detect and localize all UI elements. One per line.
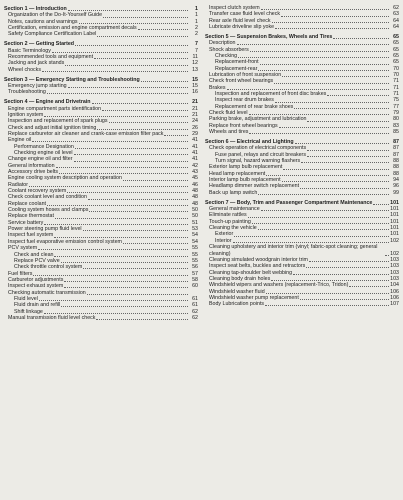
toc-entry-title: Check coolant level and condition — [8, 194, 87, 201]
leader-dots — [307, 150, 389, 151]
leader-dots — [54, 237, 188, 238]
leader-dots — [294, 108, 389, 109]
toc-entry-title: Service battery — [8, 219, 44, 226]
toc-page-number: 102 — [390, 250, 399, 257]
leader-dots — [52, 52, 188, 53]
leader-dots — [258, 70, 389, 71]
toc-entry-title: Inspection and replacement of spark plugs — [8, 118, 108, 125]
leader-dots — [123, 243, 188, 244]
toc-page-number: 94 — [393, 177, 399, 184]
toc-entry — [4, 67, 198, 73]
leader-dots — [44, 116, 188, 117]
leader-dots — [68, 87, 188, 88]
toc-page-number: 77 — [393, 103, 399, 110]
leader-dots — [67, 192, 188, 193]
leader-dots — [44, 313, 188, 314]
leader-dots — [164, 135, 188, 136]
leader-dots — [39, 300, 188, 301]
toc-entry-title: Fluid drain and refill — [14, 302, 61, 309]
leader-dots — [275, 28, 389, 29]
toc-page-number: 13 — [192, 66, 198, 73]
toc-entry-title: Windshield washer pump replacement — [209, 294, 299, 301]
toc-page-number: 16 — [192, 89, 198, 96]
leader-dots — [141, 81, 188, 82]
leader-dots — [233, 242, 390, 243]
toc-page-number: 80 — [393, 116, 399, 123]
toc-entry-title: Exterior lamp bulb replacement — [209, 164, 283, 171]
leader-dots — [373, 204, 389, 205]
leader-dots — [295, 143, 389, 144]
section-heading — [205, 199, 399, 206]
toc-entry-title: Brakes — [209, 84, 226, 91]
toc-page-number: 2 — [195, 31, 198, 38]
leader-dots — [252, 223, 389, 224]
leader-dots — [74, 161, 189, 162]
leader-dots — [75, 148, 188, 149]
leader-dots — [47, 93, 188, 94]
toc-page-number: 104 — [390, 282, 399, 289]
toc-entry-title: Fuse panel, relays and circuit breakers — [215, 151, 306, 158]
leader-dots — [109, 122, 188, 123]
section-heading — [4, 76, 198, 83]
leader-dots — [102, 110, 188, 111]
toc-entry-title: Organization of the Do-It-Yourself Guide — [8, 12, 103, 19]
toc-page-number: 88 — [393, 164, 399, 171]
leader-dots — [279, 127, 389, 128]
leader-dots — [260, 64, 389, 65]
toc-page-number: 43 — [192, 169, 198, 176]
toc-entry-title: Checking automatic transmission — [8, 289, 86, 296]
section-page-number: 21 — [192, 99, 198, 106]
leader-dots — [64, 281, 188, 282]
toc-page-number: 103 — [390, 256, 399, 263]
toc-entry-title: Check and clean — [14, 251, 54, 258]
toc-entry-title: Inspect fuel evaporative emission control system — [8, 238, 122, 245]
toc-page-number: 42 — [192, 162, 198, 169]
toc-entry-title: Transfer case fluid level check — [209, 11, 281, 18]
toc-page-number: 12 — [192, 60, 198, 67]
leader-dots — [38, 249, 188, 250]
toc-page-number: 55 — [192, 257, 198, 264]
toc-entry-title: Recommended tools and equipment — [8, 54, 94, 60]
toc-page-number: 87 — [393, 151, 399, 158]
toc-entry-title: Emergency jump starting — [8, 82, 67, 89]
leader-dots — [88, 199, 188, 200]
section-page-number: 7 — [195, 41, 198, 48]
section-heading-text: Section 7 — Body, Trim and Passenger Compartment Maintenance — [205, 199, 373, 206]
toc-entry-title: Description — [209, 40, 236, 47]
toc-entry-title: Inspect fuel system — [8, 232, 54, 239]
toc-entry-title: Interior — [215, 237, 232, 244]
leader-dots — [61, 262, 188, 263]
toc-entry-title: Headlamp dimmer switch replacement — [209, 183, 300, 190]
leader-dots — [44, 224, 188, 225]
toc-page-number: 55 — [192, 245, 198, 252]
leader-dots — [56, 167, 188, 168]
toc-page-number: 53 — [192, 226, 198, 233]
leader-dots — [61, 306, 188, 307]
leader-dots — [64, 287, 188, 288]
leader-dots — [293, 274, 389, 275]
leader-dots — [94, 58, 188, 59]
section-heading — [205, 138, 399, 145]
leader-dots — [248, 217, 389, 218]
toc-entry-title: Replace coolant — [8, 200, 46, 207]
toc-page-number: 61 — [192, 295, 198, 302]
toc-entry-title: Accessory drive belts — [8, 169, 59, 176]
leader-dots — [74, 154, 188, 155]
leader-dots — [271, 280, 389, 281]
toc-entry-title: Performance Designation — [14, 143, 74, 150]
toc-entry-title: Eliminate rattles — [209, 212, 247, 219]
toc-entry-title: Certification, emission and engine compartment decals — [8, 25, 137, 32]
toc-entry-title: Power steering pump fluid level — [8, 226, 82, 233]
toc-page-number: 50 — [192, 207, 198, 214]
toc-left-column — [4, 5, 198, 500]
leader-dots — [301, 162, 389, 163]
toc-page-number: 15 — [192, 82, 198, 89]
toc-page-number: 46 — [192, 181, 198, 188]
section-page-number: 87 — [393, 139, 399, 146]
leader-dots — [307, 121, 389, 122]
toc-entry-title: Replace front wheel bearings — [209, 122, 278, 129]
toc-page-number: 70 — [393, 72, 399, 79]
section-page-number: 1 — [195, 6, 198, 12]
section-heading-text: Section 1 — Introduction — [4, 6, 67, 12]
toc-entry-title: Carburetor adjustments — [8, 276, 64, 283]
toc-page-number: 65 — [393, 59, 399, 66]
toc-page-number: 2 — [195, 25, 198, 32]
toc-page-number: 61 — [192, 302, 198, 309]
toc-entry-title: Jacking and jack stands — [8, 60, 65, 67]
leader-dots — [306, 267, 389, 268]
toc-page-number: 41 — [192, 150, 198, 156]
toc-page-number: 75 — [393, 97, 399, 104]
toc-entry-title: Replacement-front — [215, 59, 259, 66]
toc-entry-title: Radiator — [8, 181, 29, 188]
toc-page-number: 7 — [195, 47, 198, 54]
toc-entry — [205, 129, 399, 135]
leader-dots — [250, 51, 389, 52]
leader-dots — [333, 38, 389, 39]
toc-entry-title: Rear axle fluid level check — [209, 17, 271, 24]
toc-page-number: 101 — [390, 212, 399, 219]
toc-entry — [4, 89, 198, 95]
toc-page-number: 41 — [192, 156, 198, 163]
leader-dots — [89, 211, 188, 212]
toc-entry-title: Manual transmission fluid level check — [8, 314, 96, 321]
toc-entry-title: Touch-up painting — [209, 218, 251, 225]
leader-dots — [283, 169, 389, 170]
leader-dots — [123, 180, 188, 181]
toc-page-number: 26 — [192, 124, 198, 131]
toc-page-number: 103 — [390, 263, 399, 270]
toc-entry-title: Basic Terminology — [8, 47, 51, 54]
leader-dots — [75, 45, 188, 46]
toc-page-number: 1 — [195, 18, 198, 25]
toc-page-number: 65 — [393, 40, 399, 47]
toc-entry-title: General information — [8, 162, 55, 169]
toc-page-number: 65 — [393, 46, 399, 53]
toc-entry-title: Cleaning tap-shoulder belt webbing — [209, 269, 293, 276]
section-heading-text: Section 4 — Engine and Drivetrain — [4, 99, 91, 106]
section-heading-text: Section 5 — Suspension Brakes, Wheels and Tires — [205, 33, 333, 40]
toc-page-number: 101 — [390, 218, 399, 225]
section-page-number: 15 — [192, 76, 198, 83]
leader-dots — [65, 65, 188, 66]
toc-page-number: 54 — [192, 232, 198, 239]
leader-dots — [29, 186, 188, 187]
toc-entry-title: Interior lamp bulb replacement — [209, 177, 281, 184]
toc-entry-title: Coolant recovery system — [8, 188, 67, 195]
leader-dots — [385, 255, 389, 256]
toc-entry — [4, 31, 198, 37]
toc-entry-title: Cleaning the vehicle — [209, 225, 257, 232]
toc-page-number: 21 — [192, 111, 198, 118]
toc-page-number: 51 — [192, 219, 198, 226]
leader-dots — [282, 76, 389, 77]
toc-entry — [205, 301, 399, 307]
leader-dots — [281, 16, 389, 17]
toc-entry-title: Parking brake, adjustment and lubrication — [209, 116, 307, 123]
toc-entry-title: Lubrication of front suspension — [209, 72, 282, 79]
toc-page-number: 24 — [192, 118, 198, 125]
toc-page-number: 71 — [393, 78, 399, 85]
leader-dots — [300, 188, 389, 189]
toc-entry-title: Check fluid level — [209, 110, 248, 117]
leader-dots — [275, 102, 389, 103]
toc-entry-title: Troubleshooting — [8, 89, 46, 96]
toc-page-number: 103 — [390, 275, 399, 282]
toc-entry-title: Body Lubrication points — [209, 301, 265, 308]
toc-entry-title: General maintenance — [209, 206, 260, 213]
toc-page-number: 103 — [390, 269, 399, 276]
toc-page-number: 45 — [192, 175, 198, 182]
leader-dots — [266, 293, 389, 294]
section-heading-text: Section 3 — Emergency Starting and Troubleshooting — [4, 76, 140, 83]
leader-dots — [32, 141, 188, 142]
toc-entry-title: Engine oil — [8, 137, 32, 144]
toc-entry-title: Cleaning simulated woodgrain interior trim — [209, 256, 308, 263]
toc-page-number: 11 — [192, 54, 198, 60]
toc-entry-title: Cooling system hoses and clamps — [8, 207, 89, 214]
leader-dots — [227, 89, 390, 90]
toc-page-number: 99 — [393, 189, 399, 196]
leader-dots — [282, 181, 389, 182]
toc-page-number: 1 — [195, 12, 198, 19]
section-heading-text: Section 6 — Electrical and Lighting — [205, 139, 294, 146]
toc-page-number: 70 — [393, 65, 399, 72]
toc-page-number: 55 — [192, 251, 198, 258]
toc-page-number: 64 — [393, 17, 399, 24]
toc-entry-title: Safety Compliance Certification Label — [8, 31, 97, 38]
toc-entry-title: Engine compartment parts identification — [8, 105, 102, 112]
toc-page-number: 48 — [192, 188, 198, 195]
leader-dots — [272, 22, 389, 23]
toc-entry-title: Replace carburetor air cleaner and crank-case emission filter pack — [8, 130, 164, 137]
section-heading — [4, 98, 198, 105]
toc-entry-title: Windshield wipers and washers (replacement-Trico, Tridon) — [209, 282, 349, 289]
section-heading — [4, 40, 198, 47]
toc-entry-title: Shift linkage — [14, 308, 43, 315]
leader-dots — [79, 23, 189, 24]
toc-entry — [205, 190, 399, 196]
leader-dots — [68, 10, 188, 11]
leader-dots — [258, 194, 389, 195]
toc-entry-title: Fluid level — [14, 295, 38, 302]
toc-entry-title: Check front wheel bearings — [209, 78, 274, 85]
toc-page-number: 62 — [393, 5, 399, 11]
toc-page-number: 87 — [393, 145, 399, 152]
leader-dots — [238, 57, 389, 58]
toc-page-number: 62 — [192, 314, 198, 321]
leader-dots — [265, 305, 389, 306]
toc-entry-title: Wheel chocks — [8, 66, 41, 73]
toc-page-number: 41 — [192, 137, 198, 144]
leader-dots — [103, 17, 188, 18]
toc-entry-title: Replacement of rear brake shoes — [215, 103, 294, 110]
toc-page-number: 102 — [390, 237, 399, 244]
toc-entry-title: Cleaning upholstery and interior trim (vinyl; fabric-spot cleaning; general cleaning) — [209, 244, 378, 257]
section-page-number: 101 — [390, 199, 399, 206]
toc-page-number: 54 — [192, 238, 198, 245]
leader-dots — [249, 114, 389, 115]
toc-page-number: 71 — [393, 91, 399, 98]
toc-entry-title: Check throttle control system — [14, 264, 83, 271]
toc-page-number: 21 — [192, 105, 198, 112]
toc-entry-title: Engine cooling system description and operation — [8, 175, 122, 182]
toc-page-number: 101 — [390, 206, 399, 213]
toc-entry-title: Head lamp replacement — [209, 170, 266, 177]
leader-dots — [87, 294, 188, 295]
leader-dots — [309, 261, 389, 262]
toc-entry-title: Notes, cautions and warnings — [8, 18, 78, 25]
toc-page-number: 64 — [393, 24, 399, 31]
leader-dots — [261, 9, 389, 10]
toc-entry-title: Replace thermostat — [8, 213, 54, 220]
toc-page-number: 29 — [192, 130, 198, 137]
leader-dots — [138, 29, 188, 30]
toc-entry-title: Check operation of electrical components — [209, 145, 307, 152]
toc-entry-title: Inspect rear drum brakes — [215, 97, 274, 104]
toc-page-number: 41 — [192, 143, 198, 150]
toc-page-number: 50 — [192, 213, 198, 220]
toc-page-number: 107 — [390, 301, 399, 308]
toc-entry-title: Shock absorbers — [209, 46, 249, 53]
toc-page-number: 88 — [393, 170, 399, 177]
toc-page-number: 106 — [390, 294, 399, 301]
leader-dots — [261, 210, 389, 211]
leader-dots — [33, 275, 188, 276]
toc-page-number: 101 — [390, 225, 399, 232]
leader-dots — [249, 133, 389, 134]
leader-dots — [97, 129, 188, 130]
leader-dots — [258, 229, 389, 230]
leader-dots — [92, 103, 188, 104]
toc-page-number: 60 — [192, 283, 198, 290]
toc-page-number: 65 — [393, 53, 399, 59]
leader-dots — [307, 156, 389, 157]
section-heading — [205, 33, 399, 40]
toc-page-number: 88 — [393, 158, 399, 165]
toc-page-number: 79 — [393, 110, 399, 117]
toc-entry-title: Inspect exhaust system — [8, 283, 64, 290]
toc-entry — [205, 24, 399, 30]
toc-entry-title: Change engine oil and filter — [8, 156, 73, 163]
toc-entry-title: Back up lamp switch — [209, 189, 258, 196]
leader-dots — [300, 299, 389, 300]
toc-entry-title: Checking — [215, 53, 238, 59]
leader-dots — [349, 286, 389, 287]
toc-entry-title: Wheels and tires — [209, 129, 249, 136]
toc-page-number: 62 — [192, 308, 198, 315]
section-heading-text: Section 2 — Getting Started — [4, 41, 75, 48]
toc-page-number: 48 — [192, 194, 198, 201]
leader-dots — [274, 83, 389, 84]
toc-page-number: 96 — [393, 183, 399, 190]
leader-dots — [96, 319, 188, 320]
leader-dots — [327, 95, 389, 96]
leader-dots — [97, 36, 188, 37]
toc-entry — [4, 315, 198, 321]
toc-entry-title: Replacement-rear — [215, 65, 258, 72]
toc-page-number: 71 — [393, 84, 399, 91]
leader-dots — [83, 268, 188, 269]
toc-page-number: 83 — [393, 122, 399, 129]
toc-entry-title: PCV system — [8, 245, 38, 252]
leader-dots — [83, 230, 188, 231]
toc-page-number: 63 — [393, 11, 399, 18]
toc-entry-title: Fuel filters — [8, 270, 33, 277]
section-page-number: 65 — [393, 33, 399, 40]
leader-dots — [55, 218, 188, 219]
toc-page-number: 106 — [390, 288, 399, 295]
toc-page-number: 85 — [393, 129, 399, 136]
toc-entry-title: Checking engine oil level — [14, 150, 73, 156]
toc-page-number: 58 — [192, 276, 198, 283]
toc-entry-title: Replace PCV valve — [14, 257, 60, 264]
toc-entry-title: Cleaning body drain holes — [209, 275, 271, 282]
toc-entry-title: Inspect clutch system — [209, 5, 260, 11]
toc-entry-title: Turn signal, hazard warning flashers — [215, 158, 301, 165]
toc-page-number: 57 — [192, 270, 198, 277]
leader-dots — [42, 71, 188, 72]
toc-page-number: 56 — [192, 264, 198, 271]
leader-dots — [234, 236, 389, 237]
toc-entry-title: Lubricate driveline slip yoke — [209, 24, 275, 31]
toc-right-column — [205, 5, 399, 500]
toc-entry-title: Inspect seat belts, buckles and retractors — [209, 263, 306, 270]
toc-entry-title: Windshield washer fluid — [209, 288, 265, 295]
section-heading — [4, 5, 198, 12]
toc-entry-title: Exterior — [215, 231, 234, 238]
toc-page-number: 101 — [390, 231, 399, 238]
leader-dots — [266, 175, 389, 176]
toc-entry-title: Ignition system — [8, 111, 44, 118]
toc-entry-title: Inspection and replacement of front disc brakes — [215, 91, 327, 98]
leader-dots — [54, 256, 188, 257]
leader-dots — [47, 205, 188, 206]
toc-entry-title: Check and adjust initial ignition timing — [8, 124, 97, 131]
toc-entry — [205, 244, 399, 257]
leader-dots — [59, 173, 188, 174]
leader-dots — [237, 44, 390, 45]
toc-page-number: 48 — [192, 200, 198, 207]
